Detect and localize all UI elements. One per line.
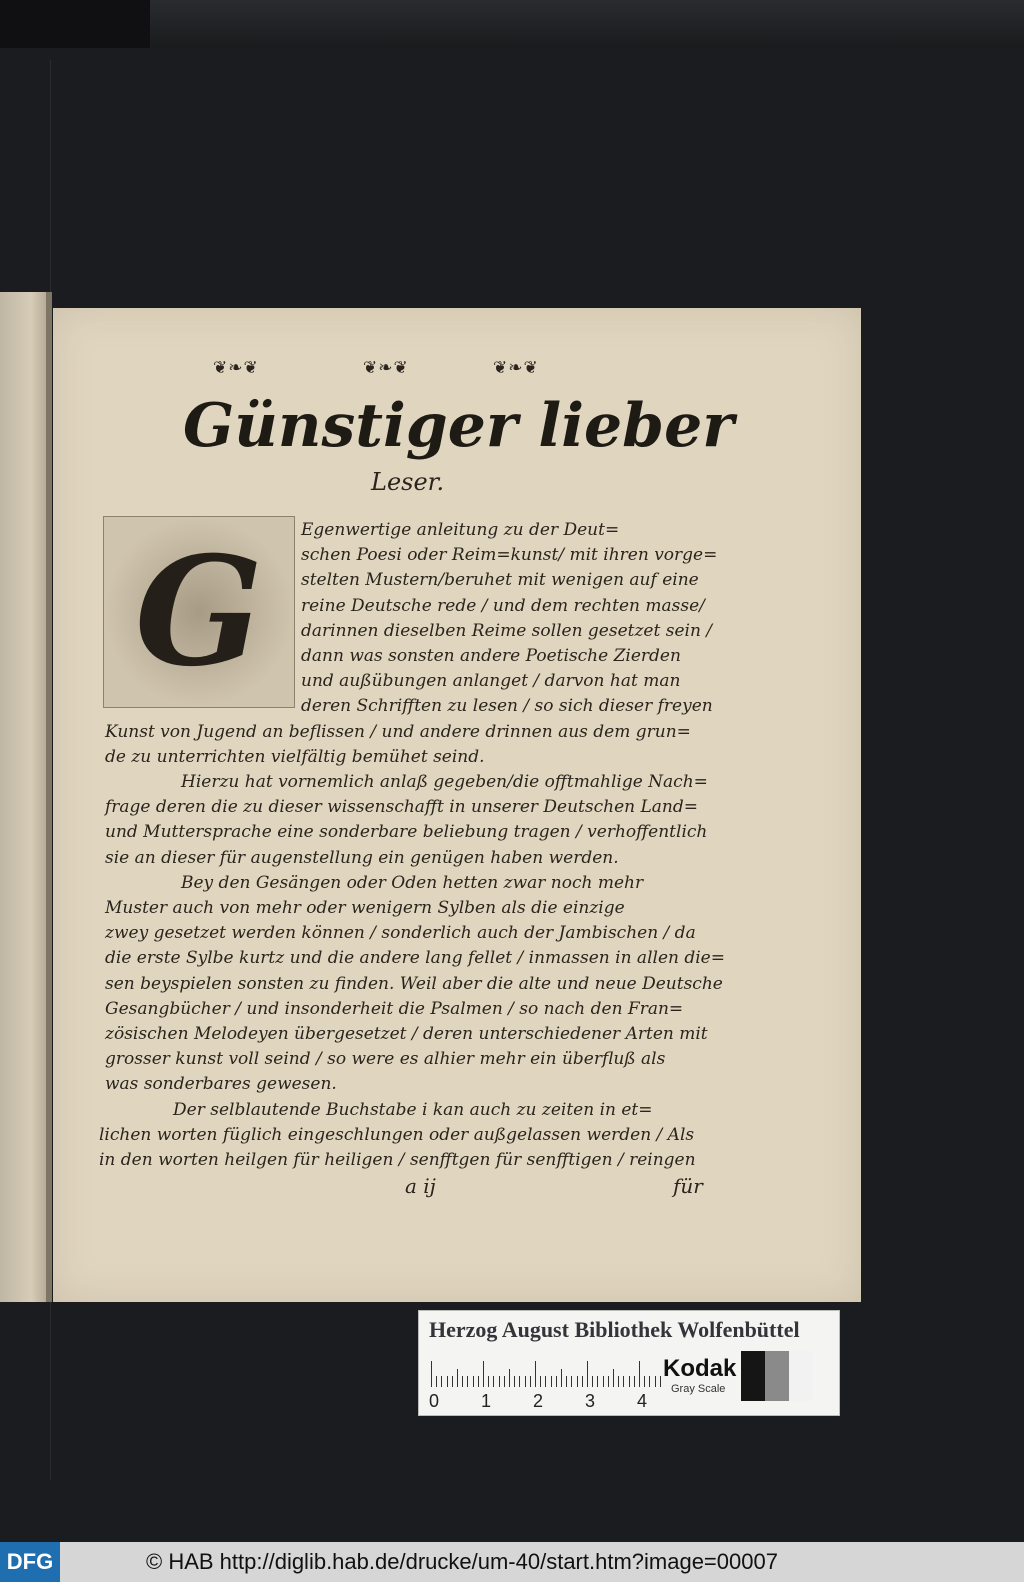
- ruler-tick: [545, 1376, 546, 1387]
- ornament-row: [213, 358, 613, 382]
- ruler-tick: [623, 1376, 624, 1387]
- text-line: grosser kunst voll seind / so were es alhier mehr ein überfluß als: [105, 1049, 666, 1070]
- ruler-tick: [556, 1376, 557, 1387]
- text-line: Muster auch von mehr oder wenigern Sylben als die einzige: [105, 898, 625, 918]
- decorated-initial: [103, 516, 295, 708]
- ruler-tick: [597, 1376, 598, 1387]
- text-line: sie an dieser für augenstellung ein genügen haben werden.: [105, 847, 619, 868]
- ruler-tick: [514, 1376, 515, 1387]
- ruler-tick: [509, 1369, 510, 1387]
- ruler-tick: [530, 1376, 531, 1387]
- ruler-tick: [519, 1376, 520, 1387]
- color-target-card: [418, 1310, 840, 1416]
- ruler-tick: [447, 1376, 448, 1387]
- ruler-tick: [551, 1376, 552, 1387]
- ruler-tick: [566, 1376, 567, 1387]
- ruler-tick: [655, 1376, 656, 1387]
- ruler-tick: [577, 1376, 578, 1387]
- text-line: schen Poesi oder Reim=kunst/ mit ihren vorge=: [301, 545, 718, 566]
- ruler-tick: [582, 1376, 583, 1387]
- ruler-tick: [493, 1376, 494, 1387]
- ornament-icon: ❦❧❦: [493, 358, 539, 378]
- book-cradle-top: [0, 0, 1024, 48]
- gray-swatch-dark: [741, 1351, 765, 1401]
- text-line: sen beyspielen sonsten zu finden. Weil aber die alte und neue Deutsche: [105, 973, 723, 994]
- text-line: was sonderbares gewesen.: [105, 1074, 337, 1095]
- ruler-tick: [488, 1376, 489, 1387]
- text-line: und Muttersprache eine sonderbare beliebung tragen / verhoffentlich: [105, 822, 708, 843]
- kodak-logo: Kodak: [663, 1355, 737, 1382]
- text-line: reine Deutsche rede / und dem rechten masse/: [301, 595, 705, 616]
- catchword: für: [673, 1174, 703, 1198]
- ruler-tick: [431, 1361, 432, 1387]
- facing-page-shadow: [46, 292, 52, 1302]
- ruler-tick: [540, 1376, 541, 1387]
- book-cradle-corner: [0, 0, 150, 48]
- ruler-number: 3: [585, 1391, 596, 1411]
- ruler-tick: [660, 1376, 661, 1387]
- library-name: Herzog August Bibliothek Wolfenbüttel: [429, 1317, 800, 1342]
- text-line: lichen worten füglich eingeschlungen oder außgelassen werden / Als: [99, 1124, 695, 1145]
- ruler-tick: [644, 1376, 645, 1387]
- ruler-tick: [608, 1376, 609, 1387]
- ruler-tick: [452, 1376, 453, 1387]
- facing-page-edge: [0, 292, 52, 1302]
- footer-bar: [0, 1542, 1024, 1582]
- source-link[interactable]: © HAB http://diglib.hab.de/drucke/um-40/start.htm?image=00007: [146, 1549, 778, 1574]
- text-line: zwey gesetzet werden können / sonderlich auch der Jambischen / da: [105, 923, 696, 944]
- ornament-icon: ❦❧❦: [213, 358, 259, 378]
- ruler-tick: [592, 1376, 593, 1387]
- ruler-tick: [467, 1376, 468, 1387]
- ruler-tick: [504, 1376, 505, 1387]
- text-line: Kunst von Jugend an beflissen / und andere drinnen aus dem grun=: [105, 721, 691, 742]
- initial-letter: G: [134, 524, 264, 700]
- ruler-tick: [483, 1361, 484, 1387]
- text-line: Egenwertige anleitung zu der Deut=: [301, 520, 620, 540]
- ruler-tick: [561, 1369, 562, 1387]
- ruler-number: 4: [637, 1391, 648, 1411]
- text-line: darinnen dieselben Reime sollen gesetzet sein /: [301, 620, 713, 641]
- ruler-tick: [457, 1369, 458, 1387]
- book-page: [53, 308, 861, 1302]
- ruler-number: 2: [533, 1391, 544, 1411]
- gray-swatch-light: [789, 1351, 813, 1401]
- page-title: Günstiger lieber: [183, 391, 734, 461]
- ruler-tick: [535, 1361, 536, 1387]
- ruler-tick: [441, 1376, 442, 1387]
- ruler-numbers: [429, 1391, 669, 1413]
- text-line: Gesangbücher / und insonderheit die Psalmen / so nach den Fran=: [105, 998, 684, 1019]
- ruler-tick: [436, 1376, 437, 1387]
- ruler-tick: [634, 1376, 635, 1387]
- ruler-tick: [639, 1361, 640, 1387]
- ornament-icon: ❦❧❦: [363, 358, 409, 378]
- ruler-number: 1: [481, 1391, 492, 1411]
- ruler-tick: [571, 1376, 572, 1387]
- ruler-tick: [603, 1376, 604, 1387]
- ruler-tick: [462, 1376, 463, 1387]
- page-title-continued: Leser.: [371, 468, 445, 496]
- gray-swatch-mid: [765, 1351, 789, 1401]
- text-line: de zu unterrichten vielfältig bemühet seind.: [105, 746, 485, 767]
- text-line: Der selblautende Buchstabe i kan auch zu zeiten in et=: [173, 1099, 653, 1120]
- ruler-tick: [649, 1376, 650, 1387]
- ruler-tick: [478, 1376, 479, 1387]
- ruler-tick: [618, 1376, 619, 1387]
- ruler-number: 0: [429, 1391, 440, 1411]
- text-line: und außübungen anlanget / darvon hat man: [301, 671, 681, 692]
- ruler-tick: [473, 1376, 474, 1387]
- text-line: stelten Mustern/beruhet mit wenigen auf eine: [301, 570, 699, 591]
- text-line: frage deren die zu dieser wissenschafft in unserer Deutschen Land=: [105, 797, 698, 818]
- text-line: in den worten heilgen für heiligen / senfftgen für senfftigen / reingen: [99, 1150, 696, 1170]
- dfg-logo[interactable]: DFG: [0, 1542, 60, 1582]
- signature-mark: a ij: [405, 1174, 436, 1198]
- ruler-tick: [629, 1376, 630, 1387]
- gray-scale-label: Gray Scale: [671, 1383, 726, 1395]
- ruler-tick: [525, 1376, 526, 1387]
- text-line: Bey den Gesängen oder Oden hetten zwar noch mehr: [181, 872, 644, 893]
- text-line: dann was sonsten andere Poetische Zierden: [301, 646, 681, 666]
- text-line: deren Schrifften zu lesen / so sich dieser freyen: [301, 696, 713, 717]
- text-line: die erste Sylbe kurtz und die andere lang fellet / inmassen in allen die=: [105, 948, 725, 969]
- ruler-tick: [499, 1376, 500, 1387]
- ruler-tick: [587, 1361, 588, 1387]
- text-line: zösischen Melodeyen übergesetzet / deren unterschiedener Arten mit: [105, 1024, 708, 1044]
- ruler-tick: [613, 1369, 614, 1387]
- text-line: Hierzu hat vornemlich anlaß gegeben/die offtmahlige Nach=: [181, 772, 708, 792]
- ruler-scale: [431, 1361, 657, 1387]
